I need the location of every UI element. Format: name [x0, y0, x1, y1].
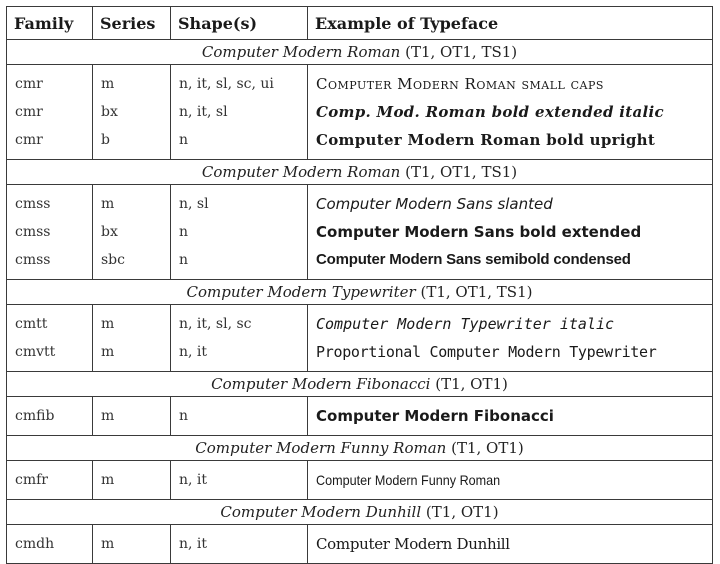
example-text: Computer Modern Fibonacci — [316, 407, 554, 425]
group-name: Computer Modern Funny Roman — [195, 439, 447, 457]
family-cell — [7, 65, 93, 160]
group-computer-modern-funny-roman — [7, 436, 713, 500]
example-text: Proportional Computer Modern Typewriter — [316, 343, 657, 361]
group-encodings: (T1, OT1) — [425, 503, 499, 521]
series-value: m — [101, 344, 115, 360]
group-encodings: (T1, OT1) — [435, 375, 508, 393]
series-cell — [93, 397, 171, 436]
family-value: cmdh — [15, 536, 55, 552]
series-cell — [93, 305, 171, 372]
shapes-cell — [171, 305, 308, 372]
series-cell — [93, 525, 171, 564]
group-encodings: (T1, OT1) — [451, 439, 524, 457]
family-value: cmr — [15, 132, 43, 148]
group-computer-modern-typewriter — [7, 280, 713, 372]
shapes-cell — [171, 397, 308, 436]
shapes-value: n, sl — [179, 196, 209, 212]
family-cell — [7, 461, 93, 500]
group-heading-row — [7, 372, 713, 397]
group-heading — [7, 500, 713, 525]
family-cell — [7, 397, 93, 436]
family-cell — [7, 525, 93, 564]
group-name: Computer Modern Roman — [201, 43, 401, 61]
group-name: Computer Modern Dunhill — [220, 503, 422, 521]
family-cell — [7, 305, 93, 372]
group-rows — [7, 525, 713, 564]
group-rows — [7, 461, 713, 500]
group-computer-modern-sans — [7, 160, 713, 280]
series-value: bx — [101, 224, 118, 240]
group-rows — [7, 185, 713, 280]
group-name: Computer Modern Fibonacci — [211, 375, 431, 393]
header-family: Family — [7, 7, 93, 40]
series-value: b — [101, 132, 110, 148]
series-value: sbc — [101, 252, 125, 268]
example-text: Computer Modern Dunhill — [316, 535, 510, 553]
group-heading-row — [7, 40, 713, 65]
family-value: cmtt — [15, 316, 48, 332]
shapes-value: n, it — [179, 536, 208, 552]
series-value: m — [101, 472, 115, 488]
series-cell — [93, 65, 171, 160]
header-series: Series — [93, 7, 171, 40]
family-value: cmss — [15, 252, 51, 268]
example-cell — [308, 65, 713, 160]
group-encodings: (T1, OT1, TS1) — [405, 163, 518, 181]
family-value: cmfib — [15, 408, 55, 424]
shapes-value: n — [179, 408, 189, 424]
series-value: m — [101, 536, 115, 552]
header-shapes: Shape(s) — [171, 7, 308, 40]
group-heading — [7, 280, 713, 305]
family-cell — [7, 185, 93, 280]
example-cell — [308, 305, 713, 372]
group-heading-row — [7, 436, 713, 461]
group-heading-row — [7, 500, 713, 525]
group-heading — [7, 40, 713, 65]
shapes-cell — [171, 65, 308, 160]
family-value: cmr — [15, 104, 43, 120]
typeface-table — [6, 6, 713, 564]
shapes-value: n, it — [179, 344, 208, 360]
group-heading — [7, 436, 713, 461]
example-cell — [308, 461, 713, 500]
family-value: cmss — [15, 224, 51, 240]
group-computer-modern-dunhill — [7, 500, 713, 564]
typeface-table-container — [6, 6, 712, 564]
group-name: Computer Modern Typewriter — [186, 283, 416, 301]
shapes-value: n, it, sl — [179, 104, 228, 120]
example-text: Computer Modern Roman bold upright — [316, 131, 656, 149]
series-value: m — [101, 76, 115, 92]
group-rows — [7, 397, 713, 436]
example-text: Computer Modern Typewriter italic — [316, 315, 615, 333]
group-encodings: (T1, OT1, TS1) — [420, 283, 533, 301]
series-value: bx — [101, 104, 118, 120]
family-value: cmr — [15, 76, 43, 92]
group-computer-modern-fibonacci — [7, 372, 713, 436]
series-cell — [93, 185, 171, 280]
shapes-value: n, it, sl, sc — [179, 316, 252, 332]
shapes-cell — [171, 185, 308, 280]
shapes-cell — [171, 461, 308, 500]
series-value: m — [101, 408, 115, 424]
header-row — [7, 7, 713, 40]
group-heading — [7, 372, 713, 397]
example-text: Computer Modern Sans semibold condensed — [316, 251, 631, 268]
family-value: cmfr — [15, 472, 48, 488]
example-text: Comp. Mod. Roman bold extended italic — [316, 103, 664, 121]
series-value: m — [101, 196, 115, 212]
shapes-cell — [171, 525, 308, 564]
example-text: Computer Modern Roman small caps — [316, 75, 604, 93]
example-cell — [308, 397, 713, 436]
group-rows — [7, 305, 713, 372]
group-computer-modern-roman-1 — [7, 40, 713, 160]
example-cell — [308, 185, 713, 280]
group-rows — [7, 65, 713, 160]
group-heading-row — [7, 280, 713, 305]
series-value: m — [101, 316, 115, 332]
shapes-value: n, it — [179, 472, 208, 488]
family-value: cmvtt — [15, 344, 56, 360]
group-encodings: (T1, OT1, TS1) — [405, 43, 518, 61]
series-cell — [93, 461, 171, 500]
group-heading-row — [7, 160, 713, 185]
header-example: Example of Typeface — [308, 7, 713, 40]
example-cell — [308, 525, 713, 564]
example-text: Computer Modern Sans slanted — [316, 195, 553, 213]
shapes-value: n, it, sl, sc, ui — [179, 76, 274, 92]
example-text: Computer Modern Funny Roman — [316, 472, 501, 488]
shapes-value: n — [179, 224, 189, 240]
family-value: cmss — [15, 196, 51, 212]
shapes-value: n — [179, 132, 189, 148]
group-name: Computer Modern Roman — [201, 163, 401, 181]
example-text: Computer Modern Sans bold extended — [316, 223, 642, 241]
example-line — [308, 466, 712, 494]
shapes-value: n — [179, 252, 189, 268]
group-heading — [7, 160, 713, 185]
